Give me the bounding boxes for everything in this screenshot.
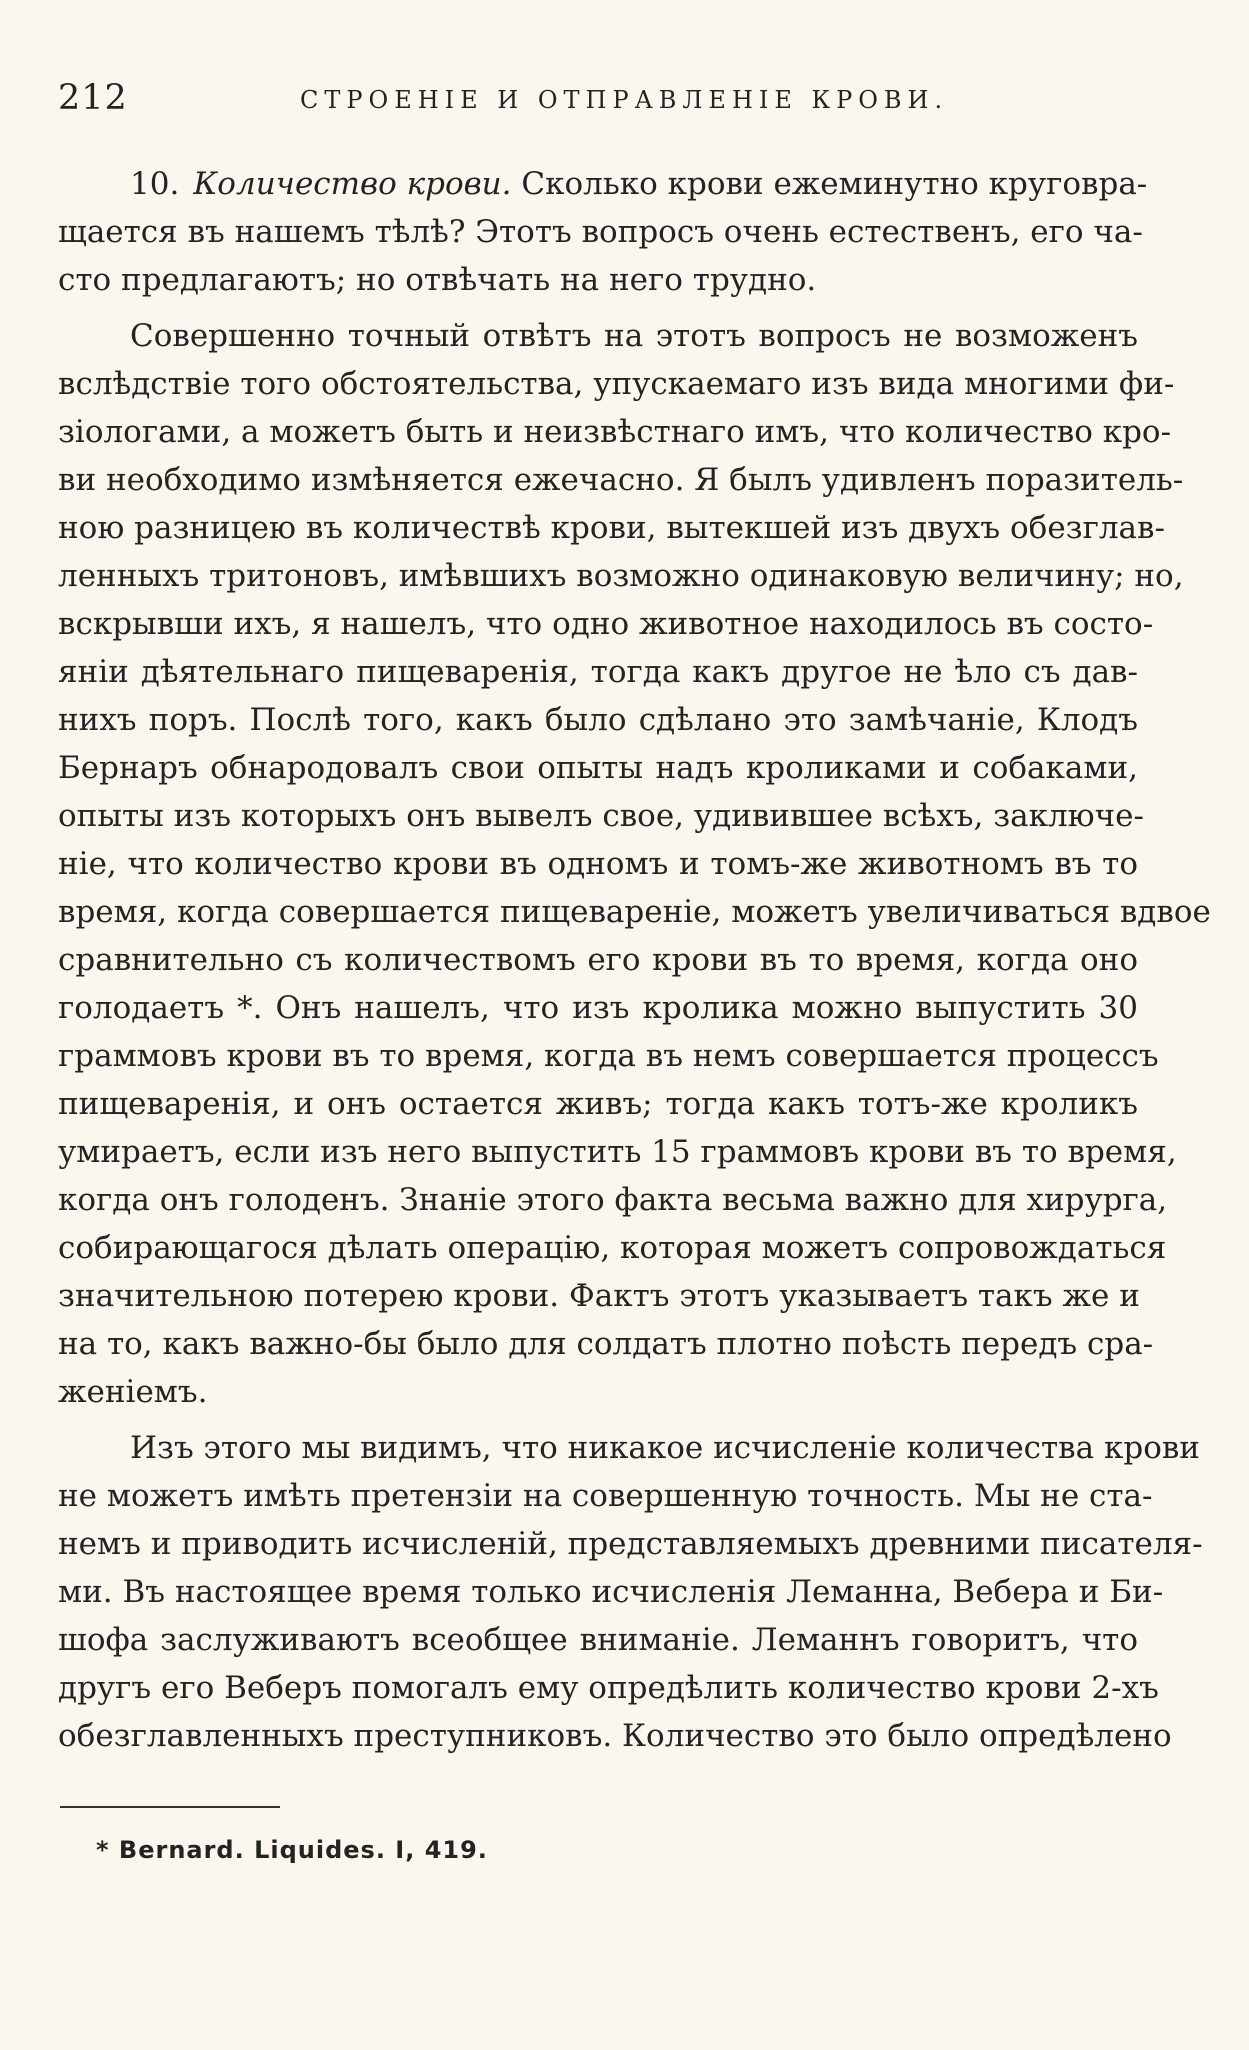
text-line: ви необходимо измѣняется ежечасно. Я былъ удивленъ поразитель-	[58, 462, 1184, 498]
text-line: значительною потерею крови. Фактъ этотъ указываетъ такъ же и	[58, 1278, 1140, 1314]
text-line: зіологами, а можетъ быть и неизвѣстнаго имъ, что количество кро-	[58, 414, 1172, 450]
text-line: щается въ нашемъ тѣлѣ? Этотъ вопросъ очень естественъ, его ча-	[58, 214, 1143, 250]
text-line: вслѣдствіе того обстоятельства, упускаемаго изъ вида многими фи-	[58, 366, 1175, 402]
running-head: СТРОЕНІЕ И ОТПРАВЛЕНІЕ КРОВИ.	[300, 86, 949, 114]
text-line: обезглавленныхъ преступниковъ. Количество это было опредѣлено	[58, 1718, 1172, 1754]
text-line: ми. Въ настоящее время только исчисленія Леманна, Вебера и Би-	[58, 1574, 1164, 1610]
text-line: сто предлагаютъ; но отвѣчать на него трудно.	[58, 262, 817, 298]
text-line: шофа заслуживаютъ всеобщее вниманіе. Леманнъ говоритъ, что	[58, 1622, 1138, 1658]
section-title: Количество крови.	[193, 166, 512, 202]
text-line: ною разницею въ количествѣ крови, вытекшей изъ двухъ обезглав-	[58, 510, 1165, 546]
footnote-rule	[60, 1806, 280, 1808]
text-line: не можетъ имѣть претензіи на совершенную точность. Мы не ста-	[58, 1478, 1153, 1514]
text-line: немъ и приводить исчисленій, представляемыхъ древними писателя-	[58, 1526, 1203, 1562]
text-line: умираетъ, если изъ него выпустить 15 граммовъ крови въ то время,	[58, 1134, 1177, 1170]
text-line: граммовъ крови въ то время, когда въ немъ совершается процессъ	[58, 1038, 1159, 1074]
text-line: вскрывши ихъ, я нашелъ, что одно животное находилось въ состо-	[58, 606, 1154, 642]
text-line: собирающагося дѣлать операцію, которая можетъ сопровождаться	[58, 1230, 1167, 1266]
text-line: на то, какъ важно-бы было для солдатъ плотно поѣсть передъ сра-	[58, 1326, 1154, 1362]
text-line: другъ его Веберъ помогалъ ему опредѣлить количество крови 2-хъ	[58, 1670, 1159, 1706]
text-line: ніе, что количество крови въ одномъ и томъ-же животномъ въ то	[58, 846, 1138, 882]
text-line: Бернаръ обнародовалъ свои опыты надъ кроликами и собаками,	[58, 750, 1138, 786]
text-line: ленныхъ тритоновъ, имѣвшихъ возможно одинаковую величину; но,	[58, 558, 1184, 594]
page-number: 212	[58, 78, 128, 118]
text-line: яніи дѣятельнаго пищеваренія, тогда какъ другое не ѣло съ дав-	[58, 654, 1138, 690]
text-line: время, когда совершается пищевареніе, можетъ увеличиваться вдвое	[58, 894, 1211, 930]
text-line: женіемъ.	[58, 1374, 208, 1410]
footnote: * Bernard. Liquides. I, 419.	[96, 1836, 488, 1864]
text-line: пищеваренія, и онъ остается живъ; тогда какъ тотъ-же кроликъ	[58, 1086, 1138, 1122]
text-line: нихъ поръ. Послѣ того, какъ было сдѣлано это замѣчаніе, Клодъ	[58, 702, 1138, 738]
text-line-segment: Сколько крови ежеминутно круговра-	[521, 166, 1148, 202]
text-line: голодаетъ *. Онъ нашелъ, что изъ кролика можно выпустить 30	[58, 990, 1138, 1026]
text-line: сравнительно съ количествомъ его крови въ то время, когда оно	[58, 942, 1138, 978]
body-text	[58, 160, 1211, 1760]
text-line: Изъ этого мы видимъ, что никакое исчисленіе количества крови	[130, 1430, 1200, 1466]
text-line: Совершенно точный отвѣтъ на этотъ вопросъ не возможенъ	[130, 318, 1138, 354]
text-line: опыты изъ которыхъ онъ вывелъ свое, удивившее всѣхъ, заключе-	[58, 798, 1144, 834]
text-line: когда онъ голоденъ. Знаніе этого факта весьма важно для хирурга,	[58, 1182, 1168, 1218]
text-line	[58, 160, 1148, 208]
section-number: 10.	[130, 166, 180, 202]
